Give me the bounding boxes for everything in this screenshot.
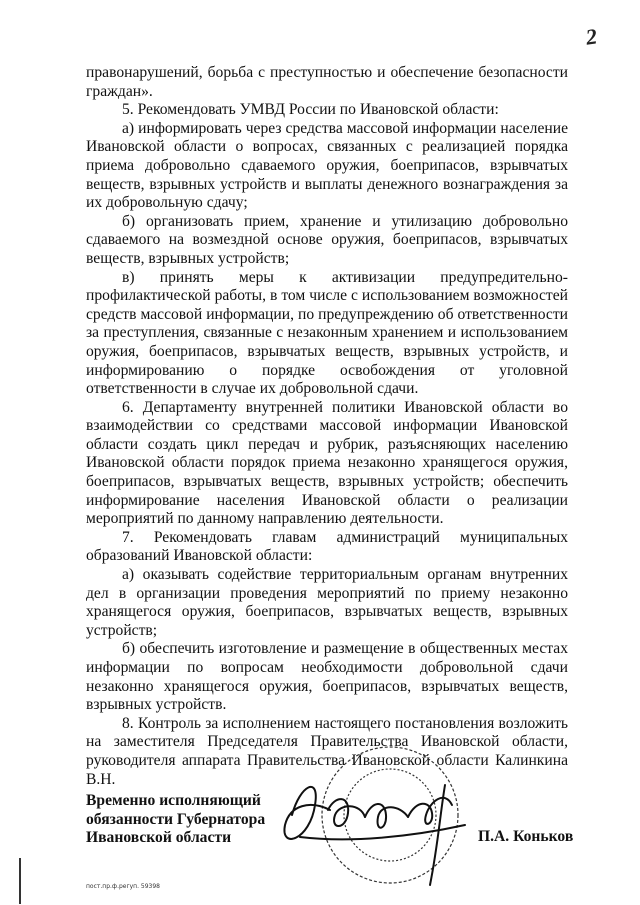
margin-mark	[19, 858, 21, 904]
signatory-title-line: Ивановской области	[86, 829, 232, 847]
footer-code: пост.пр.ф.регуп. 59398	[86, 883, 160, 890]
paragraph-5c: в) принять меры к активизации предупредительно-профилактической работы, в том числе с использованием возможностей средств массовой информации, по предупреждению об ответственности за преступления, связанные с незаконным хранением и использованием оружия, боеприпасов, взрывчатых веществ, взрывных устройств, и информированию о порядке освобождения от уголовной ответственности в случае их добровольной сдачи.	[86, 268, 568, 398]
signatory-title	[86, 792, 265, 848]
paragraph-5a: а) информировать через средства массовой информации население Ивановской области о вопросах, связанных с реализацией порядка приема добровольно сдаваемого оружия, боеприпасов, взрывчатых веществ, взрывных устройств и выплаты денежного вознаграждения за их добровольную сдачу;	[86, 119, 568, 212]
paragraph-5: 5. Рекомендовать УМВД России по Ивановской области:	[122, 101, 499, 119]
paragraph-8: 8. Контроль за исполнением настоящего постановления возложить на заместителя Председателя Правительства Ивановской области, руководителя аппарата Правительства Ивановской области Калинкина В.Н.	[86, 714, 568, 788]
paragraph-5b: б) организовать прием, хранение и утилизацию добровольно сдаваемого на возмездной основе оружия, боеприпасов, взрывчатых веществ, взрывных устройств;	[86, 212, 568, 267]
paragraph-continuation: правонарушений, борьба с преступностью и обеспечение безопасности граждан».	[86, 64, 568, 100]
paragraph-7b: б) обеспечить изготовление и размещение в общественных местах информации по вопросам необходимости добровольной сдачи незаконно хранящегося оружия, боеприпасов, взрывчатых веществ, взрывных устройств.	[86, 640, 568, 714]
signatory-title-line: Временно исполняющий	[86, 792, 261, 809]
page-number: 2	[584, 23, 599, 50]
signatory-title-line: обязанности Губернатора	[86, 810, 266, 828]
paragraph-6: 6. Департаменту внутренней политики Ивановской области во взаимодействии со средствами массовой информации Ивановской области создать цикл передач и рубрик, разъясняющих населению Ивановской области порядок приема незаконно хранящегося оружия, боеприпасов, взрывчатых веществ, взрывных устройств; обеспечить информирование населения Ивановской области о реализации мероприятий по данному направлению деятельности.	[86, 398, 568, 528]
paragraph-7: 7. Рекомендовать главам администраций муниципальных образований Ивановской области:	[86, 528, 568, 565]
signature-stamp	[240, 745, 490, 895]
paragraph-7a: а) оказывать содействие территориальным органам внутренних дел в организации проведения мероприятий по приему незаконно хранящегося оружия, боеприпасов, взрывчатых веществ, взрывных устройств;	[86, 566, 568, 639]
stamp-inner-ring	[344, 769, 436, 861]
signatory-name: П.А. Коньков	[478, 828, 574, 845]
stamp-outer-ring	[322, 747, 458, 883]
document-body	[86, 64, 568, 789]
handwritten-signature	[284, 785, 465, 885]
